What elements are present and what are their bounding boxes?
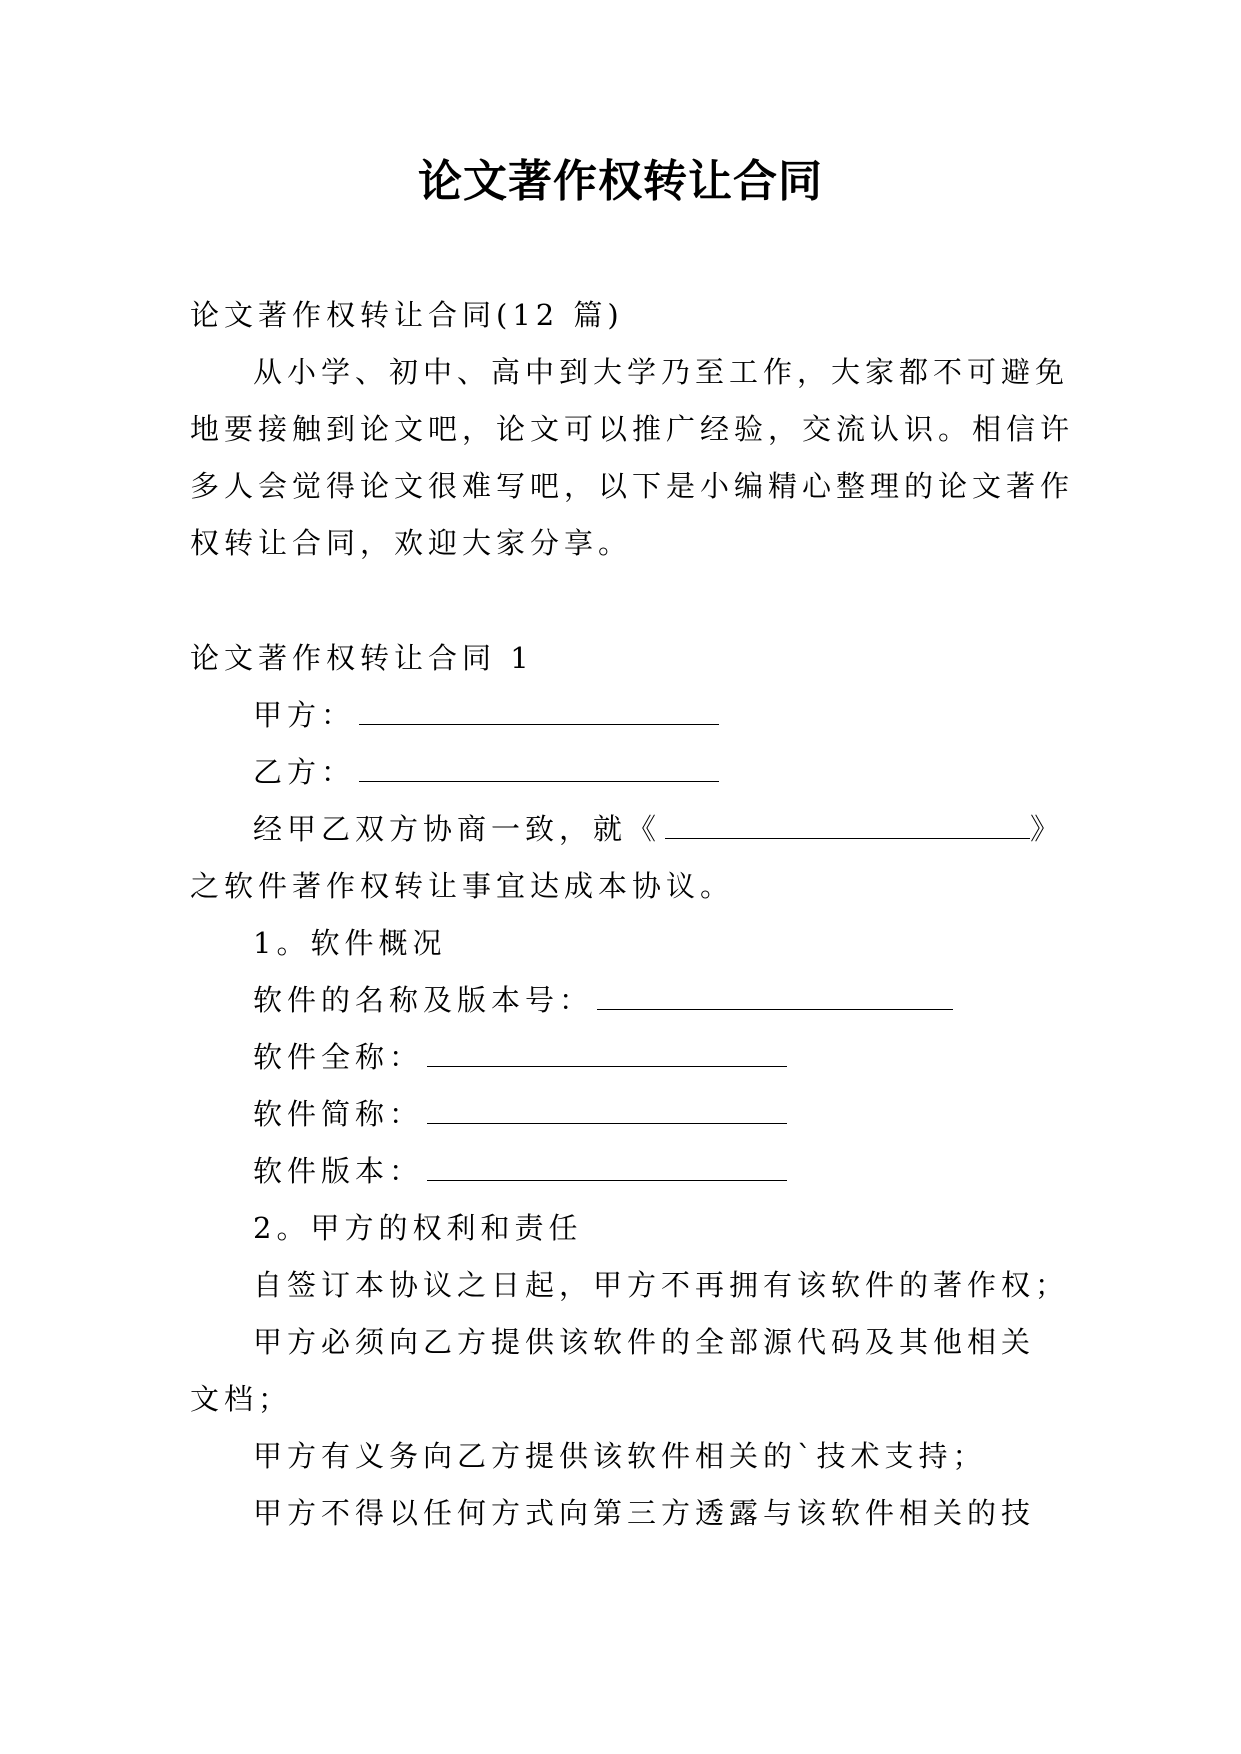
party-a-line	[253, 695, 719, 735]
clause-2-line-1: 自签订本协议之日起，甲方不再拥有该软件的著作权；	[253, 1268, 1070, 1302]
clause-1-item-blank	[427, 1040, 787, 1067]
clause-2-heading: 2。甲方的权利和责任	[253, 1211, 583, 1245]
clause-2-line-4: 甲方有义务向乙方提供该软件相关的`技术支持；	[253, 1439, 987, 1473]
clause-1-item-label: 软件全称：	[253, 1040, 424, 1074]
clause-2-line-2: 甲方必须向乙方提供该软件的全部源代码及其他相关	[253, 1325, 1036, 1359]
clause-1-item-label: 软件版本：	[253, 1154, 424, 1188]
party-a-blank	[359, 698, 719, 725]
clause-1-item	[253, 980, 953, 1020]
intro-line-4: 权转让合同，欢迎大家分享。	[190, 526, 633, 560]
party-a-label: 甲方：	[253, 698, 356, 732]
clause-1-item-blank	[427, 1154, 787, 1181]
party-b-label: 乙方：	[253, 755, 356, 789]
party-b-line	[253, 752, 719, 792]
clause-1-item-blank	[597, 983, 953, 1010]
software-name-blank	[665, 812, 1030, 839]
clause-1-heading: 1。软件概况	[253, 926, 447, 960]
section-title: 论文著作权转让合同 1	[190, 641, 534, 675]
clause-1-item	[253, 1094, 787, 1134]
agreement-cont: 之软件著作权转让事宜达成本协议。	[190, 869, 735, 903]
clause-2-line-5: 甲方不得以任何方式向第三方透露与该软件相关的技	[253, 1496, 1036, 1530]
agreement-pre: 经甲乙双方协商一致，就《	[253, 812, 662, 846]
agreement-line	[253, 809, 1064, 849]
clause-1-item	[253, 1151, 787, 1191]
agreement-post: 》	[1030, 812, 1065, 846]
intro-line-2: 地要接触到论文吧，论文可以推广经验，交流认识。相信许	[190, 412, 1075, 446]
intro-line-3: 多人会觉得论文很难写吧，以下是小编精心整理的论文著作	[190, 469, 1075, 503]
document-subtitle: 论文著作权转让合同(12 篇)	[190, 298, 624, 332]
intro-line-1: 从小学、初中、高中到大学乃至工作，大家都不可避免	[253, 355, 1070, 389]
document-title: 论文著作权转让合同	[418, 156, 823, 207]
clause-1-item-label: 软件的名称及版本号：	[253, 983, 594, 1017]
party-b-blank	[359, 755, 719, 782]
clause-2-line-3: 文档；	[190, 1382, 293, 1416]
clause-1-item	[253, 1037, 787, 1077]
clause-1-item-label: 软件简称：	[253, 1097, 424, 1131]
clause-1-item-blank	[427, 1097, 787, 1124]
